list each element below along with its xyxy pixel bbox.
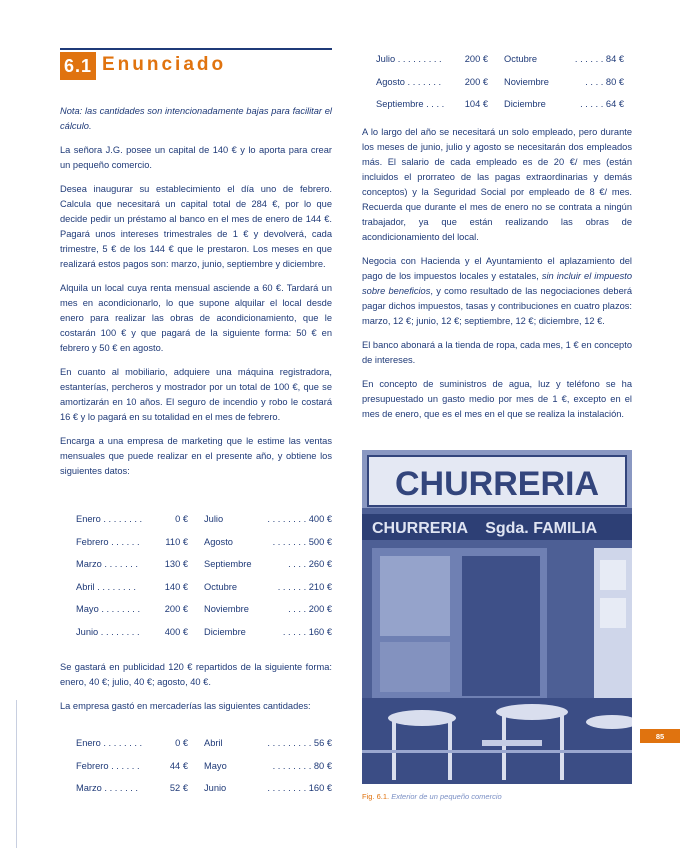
paragraph: El banco abonará a la tienda de ropa, cada mes, 1 € en concepto de intereses. [362, 340, 632, 365]
table-row [76, 732, 332, 755]
month-value: . . . . . . . . 400 € [267, 514, 332, 525]
left-column-lower [60, 660, 332, 723]
sales-table [76, 508, 332, 643]
section-header [60, 48, 332, 82]
right-column [362, 125, 632, 431]
caption-text: Exterior de un pequeño comercio [391, 792, 502, 801]
month-label: Junio . . . . . . . . [76, 626, 140, 637]
month-value: . . . . . . . . 80 € [272, 760, 332, 771]
month-value: 44 € [169, 760, 188, 771]
secondary-sign: CHURRERIA Sgda. FAMILIA [372, 520, 598, 537]
paragraph: En cuanto al mobiliario, adquiere una máquina registradora, estanterías, percheros y mostrador por un total de 100 €, que se amortizarán en 10 años. El seguro de incendio y robo le costará 16 € y lo pagará en su totalidad en el mes de febrero. [60, 367, 332, 422]
month-value: 110 € [165, 536, 188, 547]
paragraph: La señora J.G. posee un capital de 140 € y lo aporta para crear un pequeño comercio. [60, 145, 332, 170]
month-label: Diciembre [204, 626, 246, 637]
paragraph [362, 254, 632, 329]
month-value: 104 € [464, 99, 488, 110]
month-value: 52 € [169, 783, 188, 794]
month-value: . . . . . . 210 € [277, 581, 332, 592]
month-label: Abril . . . . . . . . [76, 581, 136, 592]
note-paragraph: Nota: las cantidades son intencionadamente bajas para facilitar el cálculo. [60, 106, 332, 131]
month-label: Agosto [204, 536, 233, 547]
month-value: . . . . . . . . . 56 € [267, 738, 332, 749]
storefront-illustration [362, 450, 632, 784]
churreria-sign: CHURRERIA [395, 465, 599, 503]
month-label: Octubre [504, 54, 538, 65]
month-label: Junio [204, 783, 227, 794]
month-label: Noviembre [504, 76, 549, 87]
month-value: 130 € [164, 559, 188, 570]
paragraph: En concepto de suministros de agua, luz y teléfono se ha presupuestado un gasto medio por mes de 1 €, excepto en el mes de enero, que es el mes en el que se realiza la instalación. [362, 379, 632, 419]
table-row [76, 576, 332, 599]
month-label: Diciembre [504, 99, 546, 110]
month-label: Septiembre . . . . [376, 99, 445, 110]
left-column [60, 104, 332, 488]
paragraph-text: , y como resultado de las negociaciones deberá pagar dichos impuestos, tasas y contribuciones en cuatro plazos: marzo, 12 €; junio, 12 €; septiembre, 12 €; diciembre, 12 €. [362, 286, 633, 326]
month-label: Enero . . . . . . . . [76, 738, 143, 749]
month-value: 140 € [164, 581, 188, 592]
paragraph: Desea inaugurar su establecimiento el día uno de febrero. Calcula que necesitará un capital total de 284 €, por lo que decide pedir un préstamo al banco en el mes de enero de 144 €. Pagará unos intereses trimestrales de 1 € y devolverá, cada trimestre, 5 € de los 144 € que le prestaron. Los meses en que realizará estos pagos son: marzo, junio, septiembre y diciembre. [60, 184, 332, 269]
page-number: 85 [640, 729, 680, 743]
storefront-photo [362, 450, 632, 784]
month-value: . . . . 80 € [585, 76, 624, 87]
paragraph: La empresa gastó en mercaderías las siguientes cantidades: [60, 701, 311, 711]
table-row [76, 777, 332, 800]
month-label: Julio [204, 514, 224, 525]
table-row [376, 48, 624, 71]
figure-caption [362, 792, 502, 801]
month-value: . . . . . 160 € [282, 626, 332, 637]
table-row [76, 531, 332, 554]
month-label: Mayo [204, 760, 227, 771]
header-rule [60, 48, 332, 50]
table-row [76, 598, 332, 621]
caption-label: Fig. 6.1. [362, 792, 390, 801]
month-value: . . . . 260 € [288, 559, 332, 570]
paragraph: Alquila un local cuya renta mensual asciende a 60 €. Tardará un mes en acondicionarlo, lo que supone alquilar el local desde enero para realizar las obras de acondicionamiento, que le costarán 100 € y que pagará de la siguiente forma: 50 € en febrero y 50 € en agosto. [60, 283, 332, 353]
month-value: 200 € [464, 54, 488, 65]
paragraph: A lo largo del año se necesitará un solo empleado, pero durante los meses de junio, julio y agosto se necesitarán dos empleados más. El salario de cada empleado es de 20 €/ mes (están incluidos el prorrateo de las pagas extraordinarias y demás conceptos) y la Seguridad Social por empleado de 8 €/ mes. Recuerda que durante el mes de enero no se contrata a ningún trabajador, ya que están realizando las obras de acondicionamiento del local. [362, 127, 632, 242]
month-value: . . . . . . . 500 € [272, 536, 332, 547]
month-label: Marzo . . . . . . . [76, 559, 138, 570]
month-label: Enero . . . . . . . . [76, 514, 143, 525]
month-label: Noviembre [204, 604, 249, 615]
merchandise-table-right [376, 48, 624, 116]
merchandise-table-left [76, 732, 332, 800]
month-value: . . . . 200 € [288, 604, 332, 615]
table-row [76, 508, 332, 531]
month-value: 0 € [175, 738, 188, 749]
month-value: . . . . . 64 € [580, 99, 624, 110]
month-value: . . . . . . . . 160 € [267, 783, 332, 794]
table-row [376, 93, 624, 116]
month-label: Julio . . . . . . . . . [376, 54, 442, 65]
paragraph-text: Negocia con Hacienda y el Ayuntamiento el aplazamiento del pago de los impuestos locales y estatales, [362, 256, 632, 281]
month-label: Septiembre [204, 559, 252, 570]
month-value: 200 € [464, 76, 488, 87]
paragraph: Se gastará en publicidad 120 € repartidos de la siguiente forma: enero, 40 €; julio, 40 €; agosto, 40 €. [60, 662, 332, 687]
month-value: 400 € [164, 626, 188, 637]
emphasis-text: sin incluir el impuesto sobre beneficios [362, 271, 632, 296]
month-label: Mayo . . . . . . . . [76, 604, 141, 615]
margin-divider [16, 700, 17, 848]
month-label: Febrero . . . . . . [76, 536, 140, 547]
month-label: Marzo . . . . . . . [76, 783, 138, 794]
section-number: 6.1 [60, 52, 96, 80]
month-value: 200 € [164, 604, 188, 615]
month-label: Agosto . . . . . . . [376, 76, 442, 87]
paragraph: Encarga a una empresa de marketing que le estime las ventas mensuales que puede realizar en el presente año, y obtiene los siguientes datos: [60, 436, 332, 476]
month-label: Abril [204, 738, 223, 749]
section-title: Enunciado [102, 54, 227, 75]
month-value: 0 € [175, 514, 188, 525]
month-value: . . . . . . 84 € [574, 54, 624, 65]
table-row [76, 755, 332, 778]
table-row [376, 71, 624, 94]
month-label: Febrero . . . . . . [76, 760, 140, 771]
table-row [76, 621, 332, 644]
table-row [76, 553, 332, 576]
month-label: Octubre [204, 581, 238, 592]
